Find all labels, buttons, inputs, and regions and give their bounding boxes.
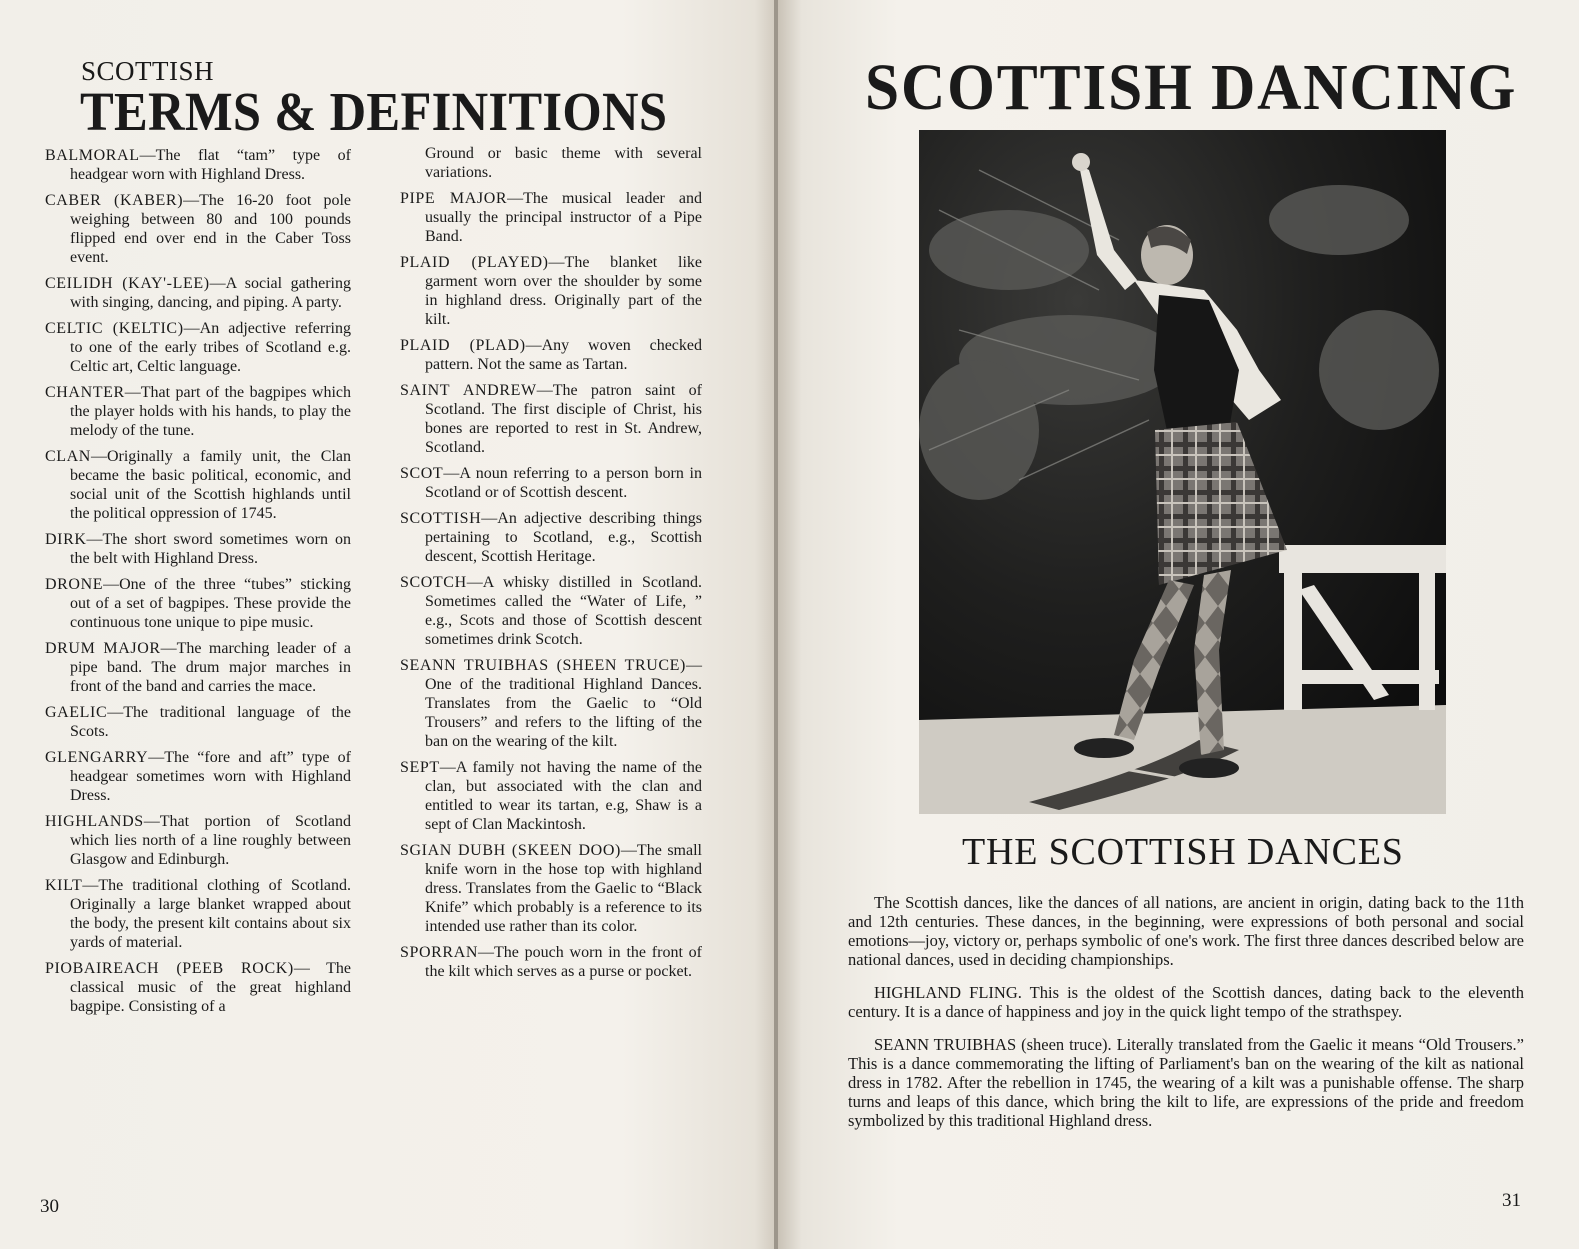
definition-entry [400, 943, 702, 981]
highland-dancer-photo [919, 130, 1446, 814]
term: SAINT ANDREW [400, 382, 537, 399]
term: KILT [45, 877, 83, 894]
definition: —The “fore and aft” type of headgear sometimes worn with Highland Dress. [70, 749, 351, 804]
definition: —That portion of Scotland which lies north of a line roughly between Glasgow and Edinburgh. [70, 813, 351, 868]
definition: —The blanket like garment worn over the shoulder by some in highland dress. Originally part of the kilt. [425, 254, 702, 328]
term: CLAN [45, 448, 91, 465]
definition-entry [45, 639, 351, 696]
page-number-left: 30 [40, 1196, 59, 1217]
term: PLAID (PLAD) [400, 337, 526, 354]
dancer-photo-illustration [919, 130, 1446, 814]
term: CEILIDH (KAY'-LEE) [45, 275, 210, 292]
term: SEPT [400, 759, 440, 776]
definition-entry [45, 274, 351, 312]
definition-entry [45, 447, 351, 523]
term: DIRK [45, 531, 87, 548]
page-title: TERMS & DEFINITIONS [80, 81, 668, 142]
definition: —A whisky distilled in Scotland. Sometimes called the “Water of Life, ” e.g., Scots and those of Scottish descent sometimes drink Scotch. [425, 574, 702, 648]
definition-entry [45, 319, 351, 376]
definition: —An adjective referring to one of the early tribes of Scotland e.g. Celtic art, Celtic language. [70, 320, 351, 375]
definition-entry [400, 381, 702, 457]
definition-entry [45, 959, 351, 1016]
term: PLAID (PLAYED) [400, 254, 549, 271]
definition-entry [45, 383, 351, 440]
term: CHANTER [45, 384, 125, 401]
term: PIPE MAJOR [400, 190, 508, 207]
definition-entry [400, 336, 702, 374]
definition: —A social gathering with singing, dancing, and piping. A party. [70, 275, 351, 311]
definition: —Any woven checked pattern. Not the same as Tartan. [425, 337, 702, 373]
definition-entry [45, 876, 351, 952]
term: BALMORAL [45, 147, 140, 164]
term: GAELIC [45, 704, 108, 721]
definition-entry [45, 530, 351, 568]
definition: —The traditional clothing of Scotland. Originally a large blanket wrapped about the body, the present kilt contains about six yards of material. [70, 877, 351, 951]
definition-entry [45, 812, 351, 869]
term: SGIAN DUBH (SKEEN DOO) [400, 842, 621, 859]
term: CELTIC (KELTIC) [45, 320, 184, 337]
definition-entry [400, 656, 702, 751]
definition-entry [45, 146, 351, 184]
definition: —The 16-20 foot pole weighing between 80 and 100 pounds flipped end over end in the Caber Toss event. [70, 192, 351, 266]
definition: —A noun referring to a person born in Scotland or of Scottish descent. [425, 465, 702, 501]
definition: —The traditional language of the Scots. [70, 704, 351, 740]
definition-entry [400, 189, 702, 246]
definition-entry [400, 841, 702, 936]
definition: —The marching leader of a pipe band. The drum major marches in front of the band and carries the mace. [70, 640, 351, 695]
left-page [0, 0, 778, 1249]
term: SCOT [400, 465, 444, 482]
page-number-right: 31 [1502, 1190, 1521, 1211]
dancing-title: SCOTTISH DANCING [865, 51, 1518, 124]
term: SEANN TRUIBHAS (SHEEN TRUCE) [400, 657, 686, 674]
definition: —The short sword sometimes worn on the belt with Highland Dress. [70, 531, 351, 567]
definition-entry [400, 509, 702, 566]
term: SCOTCH [400, 574, 467, 591]
definition: — The classical music of the great highland bagpipe. Consisting of a [70, 960, 352, 1015]
definition-entry [45, 703, 351, 741]
term: GLENGARRY [45, 749, 149, 766]
definition-entry [400, 464, 702, 502]
body-paragraph: HIGHLAND FLING. This is the oldest of the Scottish dances, dating back to the eleventh century. It is a dance of happiness and joy in the quick light tempo of the strathspey. [848, 983, 1524, 1021]
definition-entry [45, 575, 351, 632]
definition-entry [45, 191, 351, 267]
definitions-column-2 [400, 144, 702, 988]
term: CABER (KABER) [45, 192, 184, 209]
term: DRUM MAJOR [45, 640, 161, 657]
body-paragraph: The Scottish dances, like the dances of all nations, are ancient in origin, dating back to the 11th and 12th centuries. These dances, in the beginning, were expressions of both personal and social emotions—joy, victory or, perhaps symbolic of one's work. The first three dances described below are national dances, used in deciding championships. [848, 893, 1524, 969]
dances-subtitle: THE SCOTTISH DANCES [962, 831, 1404, 873]
definition-entry [45, 748, 351, 805]
definition-continuation: Ground or basic theme with several variations. [425, 145, 702, 181]
definition: —One of the three “tubes” sticking out of a set of bagpipes. These provide the continuous tone unique to pipe music. [70, 576, 351, 631]
term: SPORRAN [400, 944, 479, 961]
definition: —That part of the bagpipes which the player holds with his hands, to play the melody of the tune. [70, 384, 351, 439]
definition: —The patron saint of Scotland. The first disciple of Christ, his bones are reported to rest in St. Andrew, Scotland. [425, 382, 702, 456]
definitions-column-1 [45, 146, 351, 1023]
definition: —A family not having the name of the clan, but associated with the clan and entitled to wear its tartan, e.g, Shaw is a sept of Clan Mackintosh. [425, 759, 702, 833]
term: DRONE [45, 576, 104, 593]
body-paragraph: SEANN TRUIBHAS (sheen truce). Literally translated from the Gaelic it means “Old Trousers.” This is a dance commemorating the lifting of Parliament's ban on the wearing of the kilt as national dress in 1782. After the rebellion in 1745, the wearing of a kilt was a punishable offense. The sharp turns and leaps of this dance, which bring the kilt to life, are expressions of the pride and freedom symbolized by this traditional Highland dress. [848, 1035, 1524, 1130]
definition: —An adjective describing things pertaining to Scotland, e.g., Scottish descent, Scottish Heritage. [425, 510, 702, 565]
dances-body-text [848, 893, 1524, 1144]
term: PIOBAIREACH (PEEB ROCK) [45, 960, 294, 977]
section-kicker: SCOTTISH [81, 56, 215, 86]
definition: —The musical leader and usually the principal instructor of a Pipe Band. [425, 190, 702, 245]
definition: —The pouch worn in the front of the kilt which serves as a purse or pocket. [425, 944, 702, 980]
definition-entry [400, 573, 702, 649]
definition: —The small knife worn in the hose top with highland dress. Translates from the Gaelic to “Black Knife” which probably is a reference to its intended use rather than its color. [425, 842, 702, 935]
definition: —Originally a family unit, the Clan became the basic political, economic, and social unit of the Scottish highlands until the political oppression of 1745. [70, 448, 351, 522]
definition: —One of the traditional Highland Dances. Translates from the Gaelic to “Old Trousers” and refers to the lifting of the ban on the wearing of the kilt. [425, 657, 702, 750]
definition-entry [400, 253, 702, 329]
term: HIGHLANDS [45, 813, 144, 830]
term: SCOTTISH [400, 510, 482, 527]
definition-entry [400, 758, 702, 834]
definition: —The flat “tam” type of headgear worn with Highland Dress. [70, 147, 351, 183]
